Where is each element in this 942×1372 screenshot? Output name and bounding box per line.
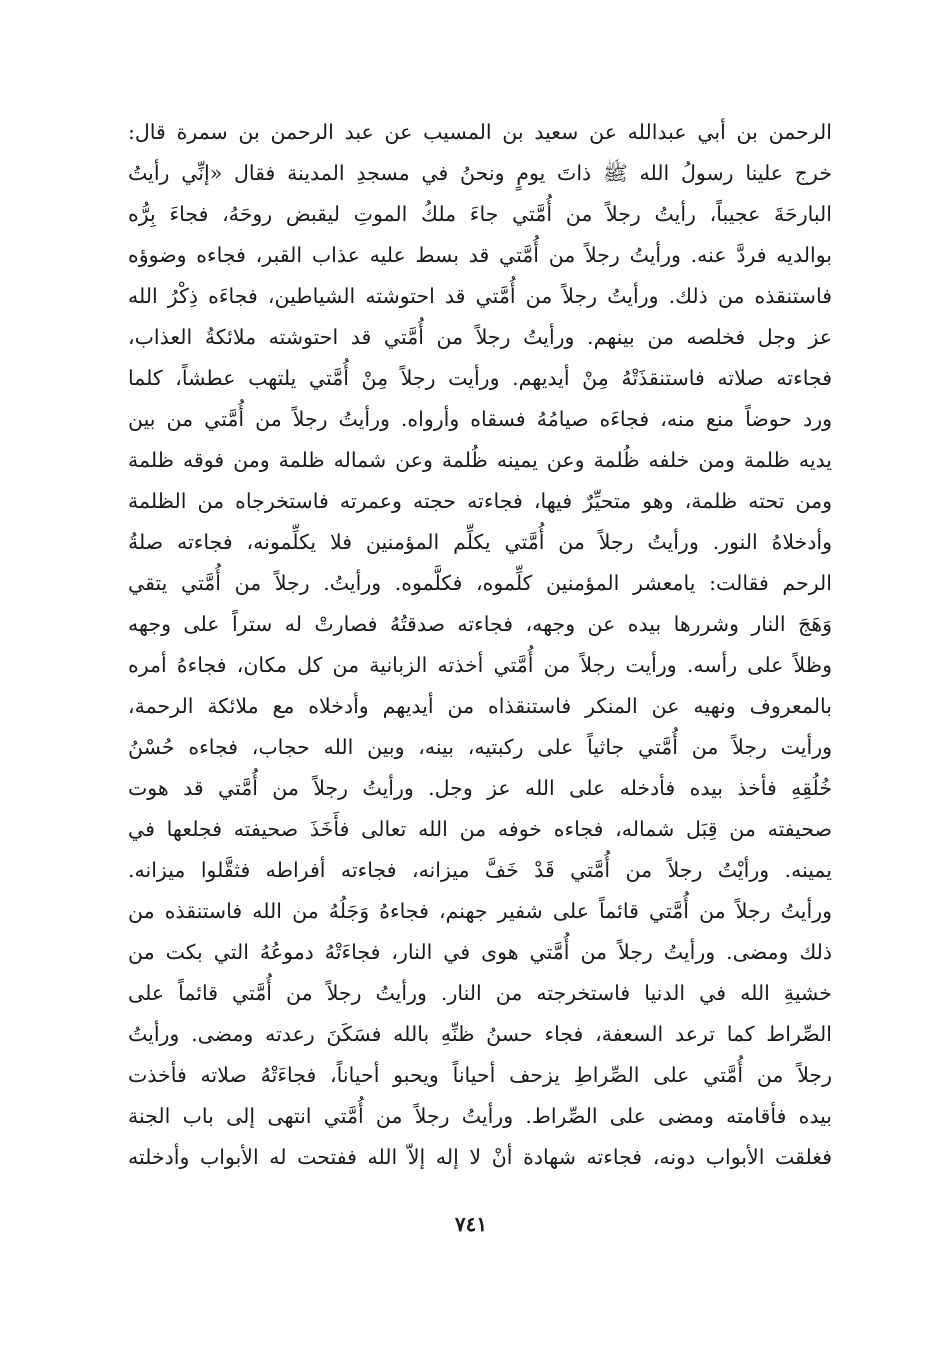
text-line-15: بالمعروف ونهيه عن المنكر فاستنقذاه من أيديهم وأدخلاه مع ملائكة الرحمة،	[128, 694, 832, 718]
page-number: ٧٤١	[454, 1212, 488, 1236]
text-line-14: وظلاً على رأسه. ورأيت رجلاً من أُمَّتي أخذته الزبانية من كل مكان، فجاءهُ أمره	[128, 653, 832, 677]
text-line-26: فغلقت الأبواب دونه، فجاءته شهادة أنْ لا إله إلاّ الله ففتحت له الأبواب وأدخلته	[128, 1145, 832, 1169]
text-line-1: الرحمن بن أبي عبدالله عن سعيد بن المسيب عن عبد الرحمن بن سمرة قال:	[128, 120, 832, 144]
text-line-12: الرحم فقالت: يامعشر المؤمنين كلِّموه، فكلَّموه. ورأيتُ. رجلاً من أُمَّتي يتقي	[128, 571, 832, 595]
text-line-25: بيده فأقامته ومضى على الصِّراط. ورأيتُ رجلاً من أُمَّتي انتهى إلى باب الجنة	[128, 1104, 832, 1128]
text-line-6: عز وجل فخلصه من بينهم. ورأيتُ رجلاً من أُمَّتي قد احتوشته ملائكةُ العذاب،	[128, 325, 832, 349]
text-line-24: رجلاً من أُمَّتي على الصِّراطِ يزحف أحياناً ويحبو أحياناً، فجاءَتْهُ صلاته فأخذت	[128, 1063, 832, 1087]
text-line-8: ورد حوضاً منع منه، فجاءَه صيامُهُ فسقاه وأرواه. ورأيتُ رجلاً من أُمَّتي من بين	[128, 407, 832, 431]
text-line-2: خرج علينا رسولُ الله ﷺ ذاتَ يومٍ ونحنُ في مسجدِ المدينة فقال «إنِّي رأيتُ	[128, 161, 832, 185]
text-line-4: بوالديه فردَّ عنه. ورأيتُ رجلاً من أُمَّتي قد بسط عليه عذاب القبر، فجاءه وضوؤه	[128, 243, 832, 267]
text-line-11: وأدخلاهُ النور. ورأيتُ رجلاً من أُمَّتي يكلِّم المؤمنين فلا يكلِّمونه، فجاءته صلةُ	[128, 530, 832, 554]
text-line-20: ورأيتُ رجلاً من أُمَّتي قائماً على شفير جهنم، فجاءهُ وَجَلُهُ من الله فاستنقذه من	[128, 899, 832, 923]
text-line-13: وَهَجَ النار وشررها بيده عن وجهه، فجاءته صدقتُهُ فصارتْ له ستراً على وجهه	[128, 612, 832, 636]
text-line-21: ذلك ومضى. ورأيتُ رجلاً من أُمَّتي هوى في النار، فجاءَتْهُ دموعُهُ التي بكت من	[128, 940, 832, 964]
text-line-9: يديه ظلمة ومن خلفه ظُلمة وعن يمينه ظُلمة وعن شماله ظلمة ومن فوقه ظلمة	[128, 448, 832, 472]
text-line-22: خشيةِ الله في الدنيا فاستخرجته من النار. ورأيتُ رجلاً من أُمَّتي قائماً على	[128, 981, 832, 1005]
text-line-7: فجاءته صلاته فاستنقذَتْهُ مِنْ أيديهم. ورأيت رجلاً مِنْ أُمَّتي يلتهب عطشاً، كلما	[128, 366, 832, 390]
text-line-23: الصِّراط كما ترعد السعفة، فجاء حسنُ ظنِّهِ بالله فسَكَنَ رعدته ومضى. ورأيتُ	[128, 1022, 832, 1046]
text-line-5: فاستنقذه من ذلك. ورأيتُ رجلاً من أُمَّتي قد احتوشته الشياطين، فجاءَه ذِكْرُ الله	[128, 284, 832, 308]
text-line-17: خُلُقِهِ فأخذ بيده فأدخله على الله عز وجل. ورأيتُ رجلاً من أُمَّتي قد هوت	[128, 776, 832, 800]
body-text	[128, 112, 832, 1178]
text-line-10: ومن تحته ظلمة، وهو متحيِّرٌ فيها، فجاءته حجته وعمرته فاستخرجاه من الظلمة	[128, 489, 832, 513]
text-line-18: صحيفته من قِبَل شماله، فجاءه خوفه من الله تعالى فأَخَذَ صحيفته فجلعها في	[128, 817, 832, 841]
text-line-3: البارحَةَ عجيباً، رأيتُ رجلاً من أُمَّتي جاءَ ملكُ الموتِ ليقبض روحَهُ، فجاءَ بِرُّه	[128, 202, 832, 226]
text-line-19: يمينه. ورأيْتُ رجلاً من أُمَّتي قَدْ خَفَّ ميزانه، فجاءته أفراطه فثقَّلوا ميزانه.	[128, 858, 832, 882]
text-line-16: ورأيت رجلاً من أُمَّتي جاثياً على ركبتيه، بينه، وبين الله حجاب، فجاءه حُسْنُ	[128, 735, 832, 759]
